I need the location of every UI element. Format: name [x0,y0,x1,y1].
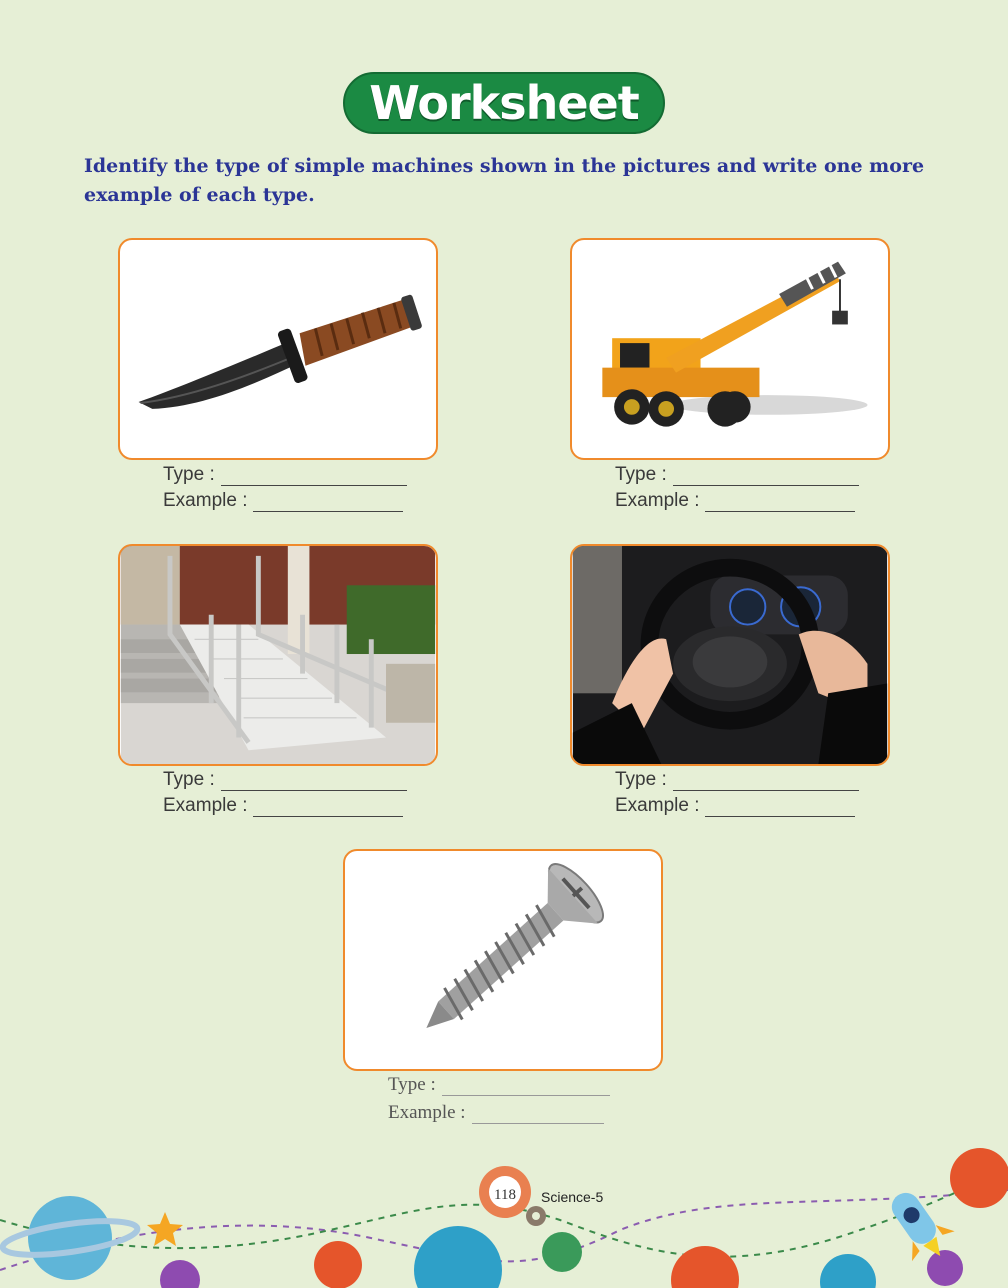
knife-example-field[interactable] [163,490,403,512]
planet-orange-right-icon [950,1148,1008,1208]
knife-type-field[interactable] [163,464,407,486]
example-answer-line[interactable] [472,1107,604,1124]
example-label: Example : [615,490,700,511]
star-icon [147,1212,183,1246]
screw-type-field[interactable] [388,1074,610,1096]
steering-wheel-type-field[interactable] [615,769,859,791]
crane-image-card [570,238,890,460]
earth-icon [542,1232,582,1272]
ramp-type-field[interactable] [163,769,407,791]
steering-wheel-illustration [572,546,888,764]
planet-striped-icon [414,1226,502,1288]
screw-example-field[interactable] [388,1102,604,1124]
ramp-example-field[interactable] [163,795,403,817]
example-answer-line[interactable] [253,495,403,512]
type-answer-line[interactable] [221,469,407,486]
title-banner [343,72,665,134]
instruction-text: Identify the type of simple machines shown in the pictures and write one more example of each type. [84,155,925,206]
screw-illustration [345,851,661,1069]
space-decoration [0,1130,1008,1288]
ramp-image-card [118,544,438,766]
type-label: Type : [388,1074,436,1095]
example-answer-line[interactable] [705,495,855,512]
example-label: Example : [388,1102,466,1123]
crane-type-field[interactable] [615,464,859,486]
knife-illustration [120,240,436,458]
screw-image-card [343,849,663,1071]
crane-illustration [572,240,888,458]
planet-teal-icon [820,1254,876,1288]
ramp-illustration [120,546,436,764]
knife-image-card [118,238,438,460]
planet-purple-icon [160,1260,200,1288]
type-answer-line[interactable] [221,774,407,791]
type-label: Type : [163,464,215,485]
type-answer-line[interactable] [442,1079,610,1096]
page-number: 118 [494,1187,516,1203]
type-answer-line[interactable] [673,469,859,486]
example-answer-line[interactable] [705,800,855,817]
planet-red-icon [671,1246,739,1288]
book-title: Science-5 [541,1189,604,1205]
steering-wheel-image-card [570,544,890,766]
crane-example-field[interactable] [615,490,855,512]
example-label: Example : [163,795,248,816]
steering-wheel-example-field[interactable] [615,795,855,817]
type-label: Type : [615,769,667,790]
small-gear-icon [526,1206,546,1226]
type-label: Type : [615,464,667,485]
type-answer-line[interactable] [673,774,859,791]
example-label: Example : [163,490,248,511]
example-label: Example : [615,795,700,816]
planet-orange-icon [314,1241,362,1288]
planet-small-purple-icon [927,1250,963,1286]
page-title: Worksheet [369,76,639,130]
type-label: Type : [163,769,215,790]
example-answer-line[interactable] [253,800,403,817]
